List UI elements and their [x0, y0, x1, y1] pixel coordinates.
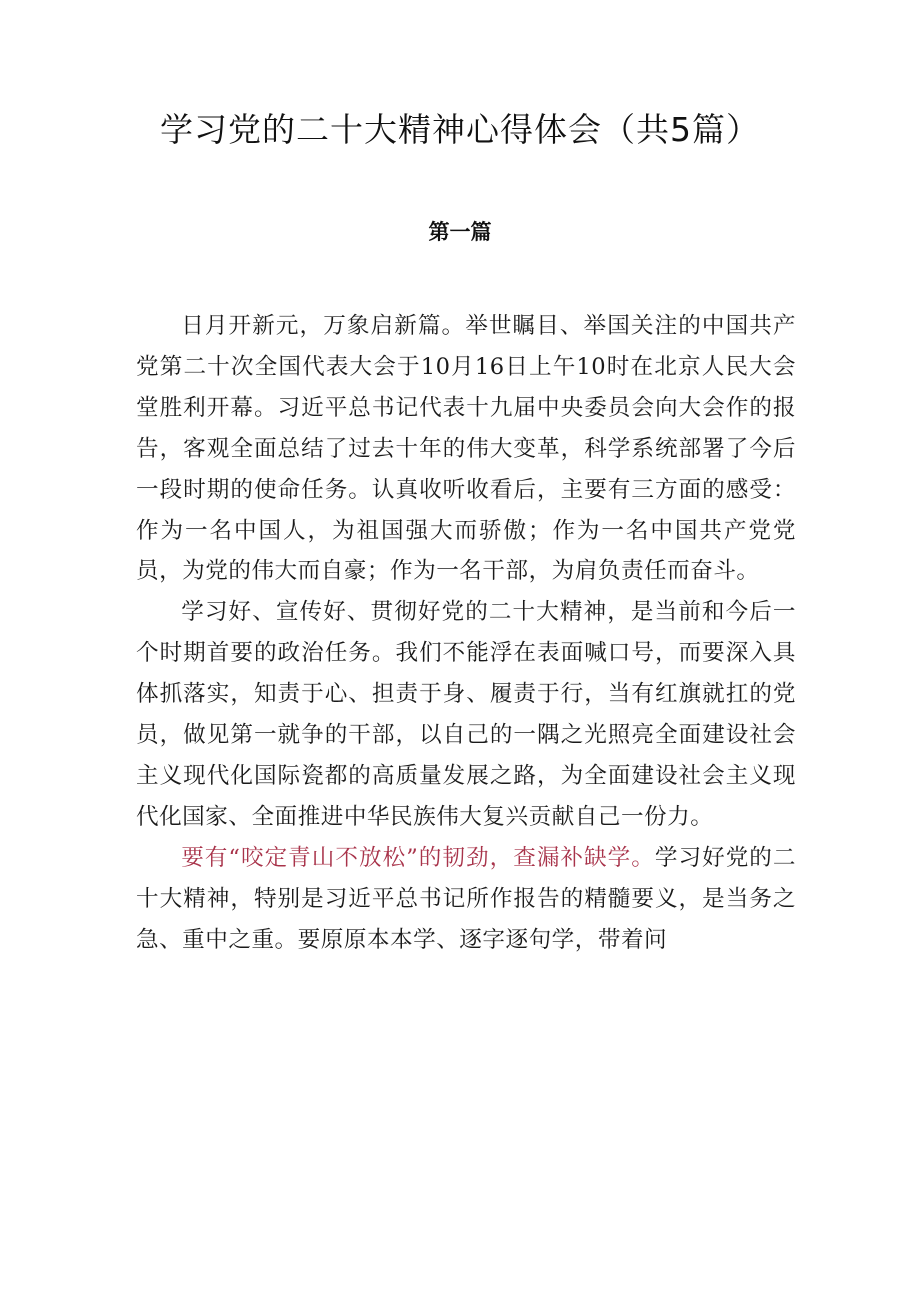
paragraph-1: 日月开新元，万象启新篇。举世瞩目、举国关注的中国共产党第二十次全国代表大会于10月16日上午10时在北京人民大会堂胜利开幕。习近平总书记代表十九届中央委员会向大会作的报告，客观全面总结了过去十年的伟大变革，科学系统部署了今后一段时期的使命任务。认真收听收看后，主要有三方面的感受：作为一名中国人，为祖国强大而骄傲；作为一名中国共产党党员，为党的伟大而自豪；作为一名干部，为肩负责任而奋斗。	[136, 313, 796, 585]
paragraph-2: 学习好、宣传好、贯彻好党的二十大精神，是当前和今后一个时期首要的政治任务。我们不能浮在表面喊口号，而要深入具体抓落实，知责于心、担责于身、履责于行，当有红旗就扛的党员，做见第一就争的干部，以自己的一隅之光照亮全面建设社会主义现代化国际瓷都的高质量发展之路，为全面建设社会主义现代化国家、全面推进中华民族伟大复兴贡献自己一份力。	[136, 599, 796, 830]
document-title: 学习党的二十大精神心得体会（共5篇）	[160, 110, 760, 149]
section-title: 第一篇	[428, 220, 492, 244]
paragraph-3	[136, 838, 796, 961]
document-body	[136, 306, 796, 961]
paragraph-3-text: 学习好党的二十大精神，特别是习近平总书记所作报告的精髓要义，是当务之急、重中之重。要原原本本学、逐字逐句学，带着问	[136, 844, 797, 953]
highlighted-heading: 要有“咬定青山不放松”的韧劲，查漏补缺学。	[181, 844, 655, 871]
